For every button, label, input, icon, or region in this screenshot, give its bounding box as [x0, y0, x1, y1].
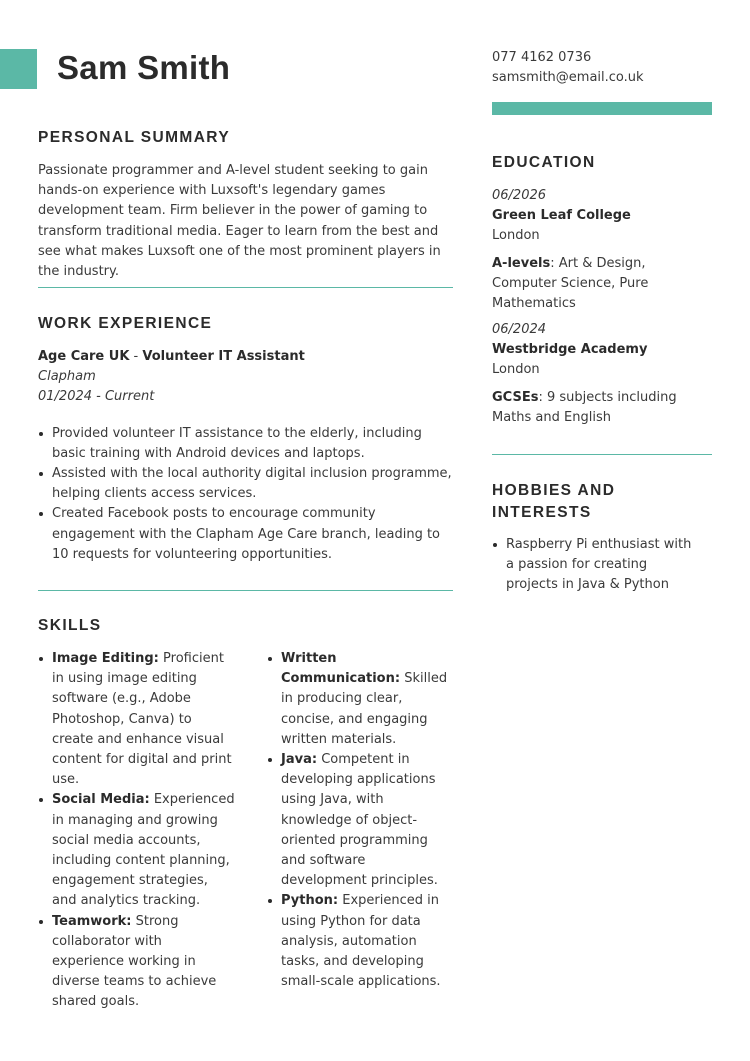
education-entry — [492, 320, 712, 428]
divider — [492, 454, 712, 455]
skill-label: Written Communication: — [281, 651, 401, 687]
divider — [38, 590, 453, 591]
edu-qual-label: GCSEs — [492, 389, 539, 405]
list-item — [38, 790, 236, 911]
job-entry — [38, 347, 453, 565]
accent-block — [0, 49, 37, 89]
skill-label: Teamwork: — [52, 913, 132, 929]
skill-text: Strong collaborator with experience working in diverse teams to achieve shared goals. — [52, 913, 217, 1010]
skills-list-left — [38, 649, 236, 1013]
skill-text: Proficient in using image editing software (e.g., Adobe Photoshop, Canva) to create and enhance visual content for digital and print use. — [52, 651, 232, 788]
edu-school: Green Leaf College — [492, 208, 631, 224]
job-location: Clapham — [38, 369, 96, 385]
skill-text: Experienced in managing and growing social media accounts, including content planning, engagement strategies, and analytics tracking. — [52, 792, 235, 909]
list-item: Raspberry Pi enthusiast with a passion for creating projects in Java & Python — [492, 535, 702, 596]
list-item: Created Facebook posts to encourage community engagement with the Clapham Age Care branch, leading to 10 requests for volunteering opportunities. — [38, 504, 453, 565]
hobbies-heading: HOBBIES AND INTERESTS — [492, 482, 616, 521]
edu-date: 06/2024 — [492, 322, 547, 337]
skill-label: Social Media: — [52, 792, 150, 808]
edu-date: 06/2026 — [492, 188, 547, 203]
edu-city: London — [492, 228, 540, 244]
job-separator: - — [129, 349, 143, 364]
edu-qual-detail: : Art & Design, Computer Science, Pure Mathematics — [492, 255, 649, 312]
skill-text: Competent in developing applications using Java, with knowledge of object-oriented programming and software development principles. — [281, 752, 438, 889]
phone: 077 4162 0736 — [492, 50, 592, 65]
summary-text: Passionate programmer and A-level student seeking to gain hands-on experience with Luxsoft's legendary games development team. Firm believer in the power of gaming to transform traditional media. Eager to learn from the best and see what makes Luxsoft one of the most prominent players in the industry. — [38, 163, 441, 280]
edu-qual-label: A-levels — [492, 255, 551, 271]
edu-qualification — [492, 254, 712, 315]
list-item — [267, 750, 453, 891]
email: samsmith@email.co.uk — [492, 70, 644, 85]
skill-label: Image Editing: — [52, 651, 159, 666]
skills-list-right — [267, 649, 453, 992]
list-item — [38, 649, 236, 790]
divider — [38, 287, 453, 288]
job-title-line — [38, 347, 453, 367]
skills-heading: SKILLS — [38, 617, 102, 634]
job-role: Volunteer IT Assistant — [142, 349, 305, 364]
skill-label: Python: — [281, 893, 339, 909]
list-item: Provided volunteer IT assistance to the elderly, including basic training with Android devices and laptops. — [38, 424, 453, 464]
summary-heading: PERSONAL SUMMARY — [38, 129, 231, 146]
accent-bar — [492, 102, 712, 115]
education-heading: EDUCATION — [492, 154, 596, 171]
edu-qual-detail: : 9 subjects including Maths and English — [492, 389, 677, 425]
education-entry — [492, 186, 712, 314]
work-heading: WORK EXPERIENCE — [38, 315, 213, 332]
job-dates: 01/2024 - Current — [38, 389, 155, 405]
edu-school: Westbridge Academy — [492, 342, 648, 358]
skill-label: Java: — [281, 752, 318, 768]
skill-text: Experienced in using Python for data analysis, automation tasks, and developing small-scale applications. — [281, 893, 441, 990]
edu-qualification — [492, 388, 712, 428]
candidate-name: Sam Smith — [57, 49, 231, 86]
hobbies-list — [492, 535, 702, 596]
job-employer: Age Care UK — [38, 349, 130, 364]
list-item — [38, 912, 236, 1013]
edu-city: London — [492, 362, 540, 378]
list-item: Assisted with the local authority digital inclusion programme, helping clients access services. — [38, 464, 453, 504]
skill-text: Skilled in producing clear, concise, and engaging written materials. — [281, 671, 448, 747]
list-item — [267, 891, 453, 992]
job-bullets — [38, 424, 453, 565]
list-item — [267, 649, 453, 750]
